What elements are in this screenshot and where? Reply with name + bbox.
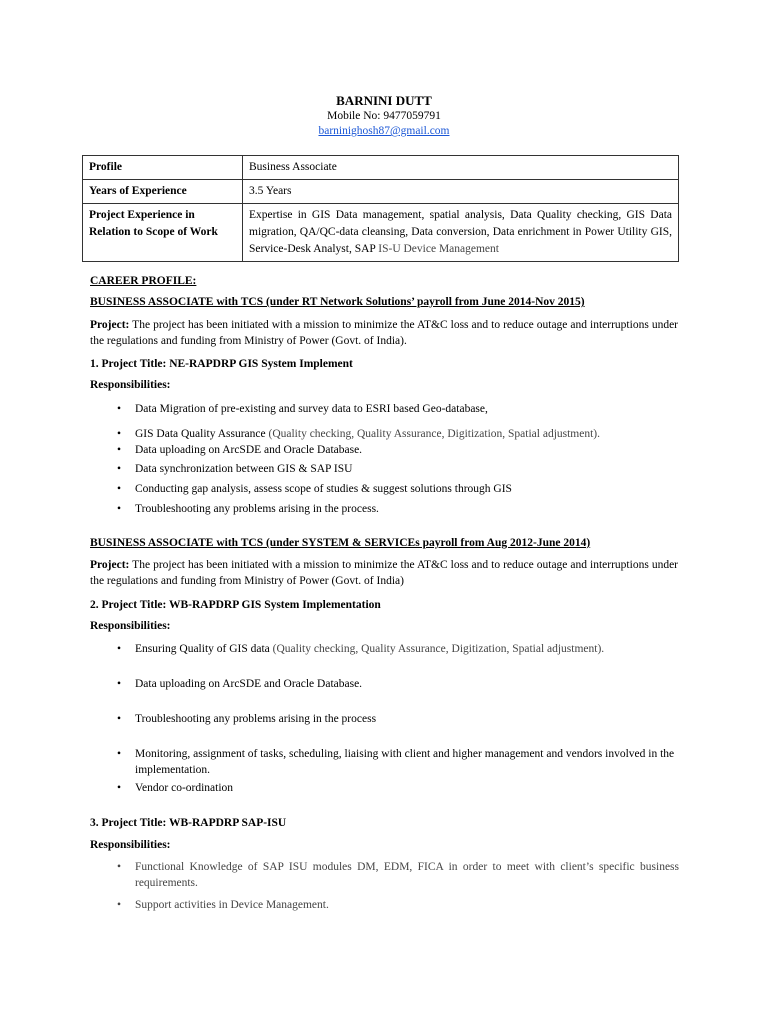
job1-project-desc [90, 318, 678, 350]
resume-header [0, 93, 768, 139]
list-item: • Vendor co-ordination [117, 781, 679, 797]
job2-project-desc [90, 558, 678, 590]
row-label-experience: Years of Experience [83, 180, 243, 204]
candidate-name: BARNINI DUTT [336, 93, 432, 108]
bullet-icon: • [117, 678, 122, 690]
row-label-scope: Project Experience in Relation to Scope of Work [83, 204, 243, 262]
list-item: • Support activities in Device Management. [117, 898, 679, 914]
list-item: • Data uploading on ArcSDE and Oracle Database. [117, 677, 679, 693]
list-item: • Monitoring, assignment of tasks, scheduling, liaising with client and higher management and vendors involved in the implementation. [117, 748, 675, 776]
bullet-icon: • [117, 428, 122, 440]
bullet-icon: • [117, 444, 122, 456]
row-value-profile: Business Associate [243, 156, 679, 180]
table-row [83, 156, 679, 180]
table-row [83, 180, 679, 204]
job2-responsibilities-label: Responsibilities: [90, 620, 171, 632]
scope-text-tail: IS-U Device Management [378, 243, 499, 255]
email-link[interactable]: barninighosh87@gmail.com [318, 125, 450, 137]
job3-project-title: 3. Project Title: WB-RAPDRP SAP-ISU [90, 817, 287, 829]
job1-project-title: 1. Project Title: NE-RAPDRP GIS System Implement [90, 358, 353, 370]
job1-project-label: Project: [90, 319, 130, 331]
job2-title: BUSINESS ASSOCIATE with TCS (under SYSTEM & SERVICEs payroll from Aug 2012-June 2014) [90, 537, 591, 549]
row-value-experience: 3.5 Years [243, 180, 679, 204]
bullet-icon: • [117, 713, 122, 725]
list-item: • Troubleshooting any problems arising in the process [117, 712, 679, 728]
mobile-number: Mobile No: 9477059791 [327, 110, 441, 122]
summary-table [82, 155, 679, 262]
job1-responsibilities-label: Responsibilities: [90, 379, 171, 391]
list-item: • Troubleshooting any problems arising in the process. [117, 502, 679, 518]
job2-project-title: 2. Project Title: WB-RAPDRP GIS System Implementation [90, 599, 381, 611]
job1-project-text: The project has been initiated with a mission to minimize the AT&C loss and to reduce outage and interruptions under the regulations and funding from Ministry of Power (Govt. of India). [90, 319, 678, 347]
bullet-icon: • [117, 748, 122, 760]
list-item: • Data uploading on ArcSDE and Oracle Database. [117, 443, 679, 459]
job3-responsibilities-label: Responsibilities: [90, 839, 171, 851]
list-item: • Functional Knowledge of SAP ISU modules DM, EDM, FICA in order to meet with client’s specific business requirements. [117, 861, 679, 889]
list-item: • Data synchronization between GIS & SAP ISU [117, 462, 679, 478]
bullet-icon: • [117, 643, 122, 655]
table-row [83, 204, 679, 262]
bullet-icon: • [117, 483, 122, 495]
list-item: • Ensuring Quality of GIS data (Quality checking, Quality Assurance, Digitization, Spatial adjustment). [117, 642, 679, 658]
job1-title: BUSINESS ASSOCIATE with TCS (under RT Network Solutions’ payroll from June 2014-Nov 2015) [90, 296, 585, 308]
bullet-icon: • [117, 782, 122, 794]
bullet-icon: • [117, 463, 122, 475]
job2-project-text: The project has been initiated with a mission to minimize the AT&C loss and to reduce outage and interruptions under the regulations and funding from Ministry of Power (Govt. of India) [90, 559, 678, 587]
bullet-icon: • [117, 861, 122, 873]
list-item: • GIS Data Quality Assurance (Quality checking, Quality Assurance, Digitization, Spatial adjustment). [117, 427, 679, 443]
job2-project-label: Project: [90, 559, 130, 571]
row-value-scope [243, 204, 679, 262]
row-label-profile: Profile [83, 156, 243, 180]
bullet-icon: • [117, 403, 122, 415]
bullet-icon: • [117, 503, 122, 515]
career-profile-heading: CAREER PROFILE: [90, 275, 197, 287]
list-item: • Data Migration of pre-existing and survey data to ESRI based Geo-database, [117, 402, 679, 418]
list-item: • Conducting gap analysis, assess scope of studies & suggest solutions through GIS [117, 482, 679, 498]
scope-text: Expertise in GIS Data management, spatial analysis, Data Quality checking, GIS Data migration, QA/QC-data cleansing, Data conversion, Data enrichment in Power Utility GIS, Service-Desk Analyst, SAP [249, 209, 672, 255]
bullet-icon: • [117, 899, 122, 911]
